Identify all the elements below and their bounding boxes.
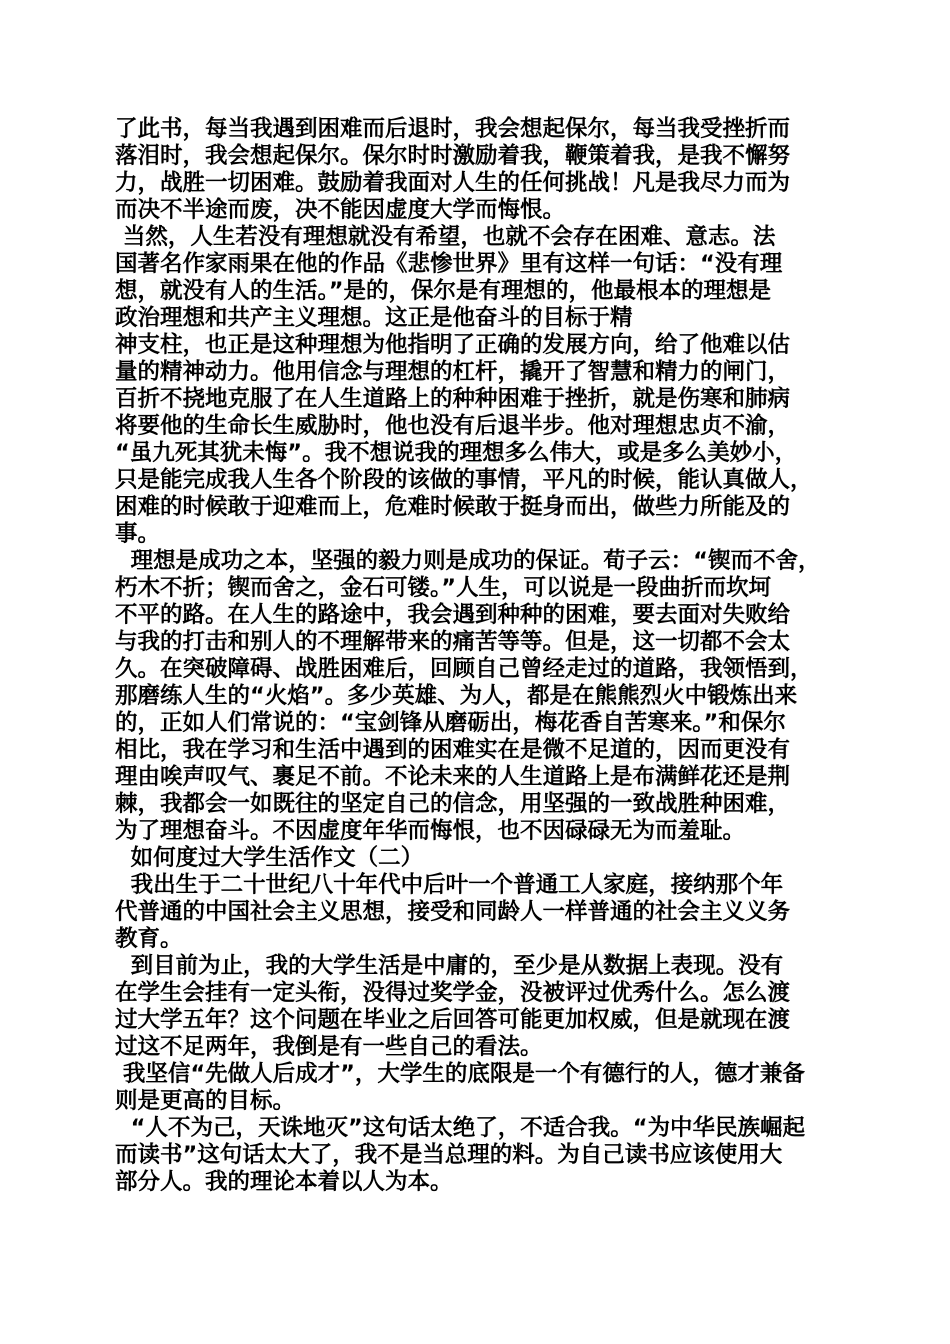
text-line: 棘，我都会一如既往的坚定自己的信念，用坚强的一致战胜种困难， [115,791,791,817]
text-line: 落泪时，我会想起保尔。保尔时时激励着我，鞭策着我，是我不懈努 [115,143,791,169]
text-line: 政治理想和共产主义理想。这正是他奋斗的目标于精 [115,305,633,331]
text-line: 在学生会挂有一定头衔，没得过奖学金，没被评过优秀什么。怎么渡 [115,980,791,1006]
text-line: 的，正如人们常说的：“宝剑锋从磨砺出，梅花香自苦寒来。”和保尔 [115,710,786,736]
text-line: 与我的打击和别人的不理解带来的痛苦等等。但是，这一切都不会太 [115,629,791,655]
text-line: 则是更高的目标。 [115,1088,296,1114]
text-line: 过大学五年？这个问题在毕业之后回答可能更加权威，但是就现在渡 [115,1007,791,1033]
text-line: 朽木不折；锲而舍之，金石可镂。”人生，可以说是一段曲折而坎坷 [115,575,772,601]
text-line: 而读书”这句话太大了，我不是当总理的料。为自己读书应该使用大 [115,1142,783,1168]
text-line: 部分人。我的理论本着以人为本。 [115,1169,453,1195]
text-line: 相比，我在学习和生活中遇到的困难实在是微不足道的，因而更没有 [115,737,791,763]
text-line: “虽九死其犹未悔”。我不想说我的理想多么伟大，或是多么美妙小， [115,440,798,466]
text-line: 代普通的中国社会主义思想，接受和同龄人一样普通的社会主义义务 [115,899,791,925]
text-line: 不平的路。在人生的路途中，我会遇到种种的困难，要去面对失败给 [115,602,791,628]
text-line: 理想是成功之本，坚强的毅力则是成功的保证。荀子云：“锲而不舍， [115,548,821,574]
text-line: 了此书，每当我遇到困难而后退时，我会想起保尔，每当我受挫折而 [115,116,791,142]
text-line: 量的精神动力。他用信念与理想的杠杆，撬开了智慧和精力的闸门， [115,359,791,385]
text-line: 而决不半途而废，决不能因虚度大学而悔恨。 [115,197,566,223]
text-line: 到目前为止，我的大学生活是中庸的，至少是从数据上表现。没有 [115,953,784,979]
text-line: 百折不挠地克服了在人生道路上的种种困难于挫折，就是伤寒和肺病 [115,386,791,412]
text-line: 只是能完成我人生各个阶段的该做的事情，平凡的时候，能认真做人， [115,467,813,493]
text-line: 神支柱，也正是这种理想为他指明了正确的发展方向，给了他难以估 [115,332,791,358]
text-line: 教育。 [115,926,183,952]
text-line: 我出生于二十世纪八十年代中后叶一个普通工人家庭，接纳那个年 [115,872,784,898]
text-line: 将要他的生命长生威胁时，他也没有后退半步。他对理想忠贞不渝， [115,413,791,439]
text-line: 当然，人生若没有理想就没有希望，也就不会存在困难、意志。法 [115,224,776,250]
text-line: 过这不足两年，我倒是有一些自己的看法。 [115,1034,543,1060]
text-line: 力，战胜一切困难。鼓励着我面对人生的任何挑战！凡是我尽力而为 [115,170,791,196]
text-line: 国著名作家雨果在他的作品《悲惨世界》里有这样一句话：“没有理 [115,251,783,277]
text-line: 那磨练人生的“火焰”。多少英雄、为人，都是在熊熊烈火中锻炼出来 [115,683,798,709]
text-line: 我坚信“先做人后成才”，大学生的底限是一个有德行的人，德才兼备 [115,1061,805,1087]
text-line: 为了理想奋斗。不因虚度年华而悔恨，也不因碌碌无为而羞耻。 [115,818,746,844]
text-line: 困难的时候敢于迎难而上，危难时候敢于挺身而出，做些力所能及的 [115,494,791,520]
text-line: 理由唉声叹气、裹足不前。不论未来的人生道路上是布满鲜花还是荆 [115,764,791,790]
text-line: 想，就没有人的生活。”是的，保尔是有理想的，他最根本的理想是 [115,278,772,304]
body-text [115,116,850,1196]
text-line: “人不为己，天诛地灭”这句话太绝了，不适合我。“为中华民族崛起 [115,1115,806,1141]
text-line: 久。在突破障碍、战胜困难后，回顾自己曾经走过的道路，我领悟到， [115,656,813,682]
text-line: 事。 [115,521,161,547]
text-line: 如何度过大学生活作文（二） [115,845,424,871]
